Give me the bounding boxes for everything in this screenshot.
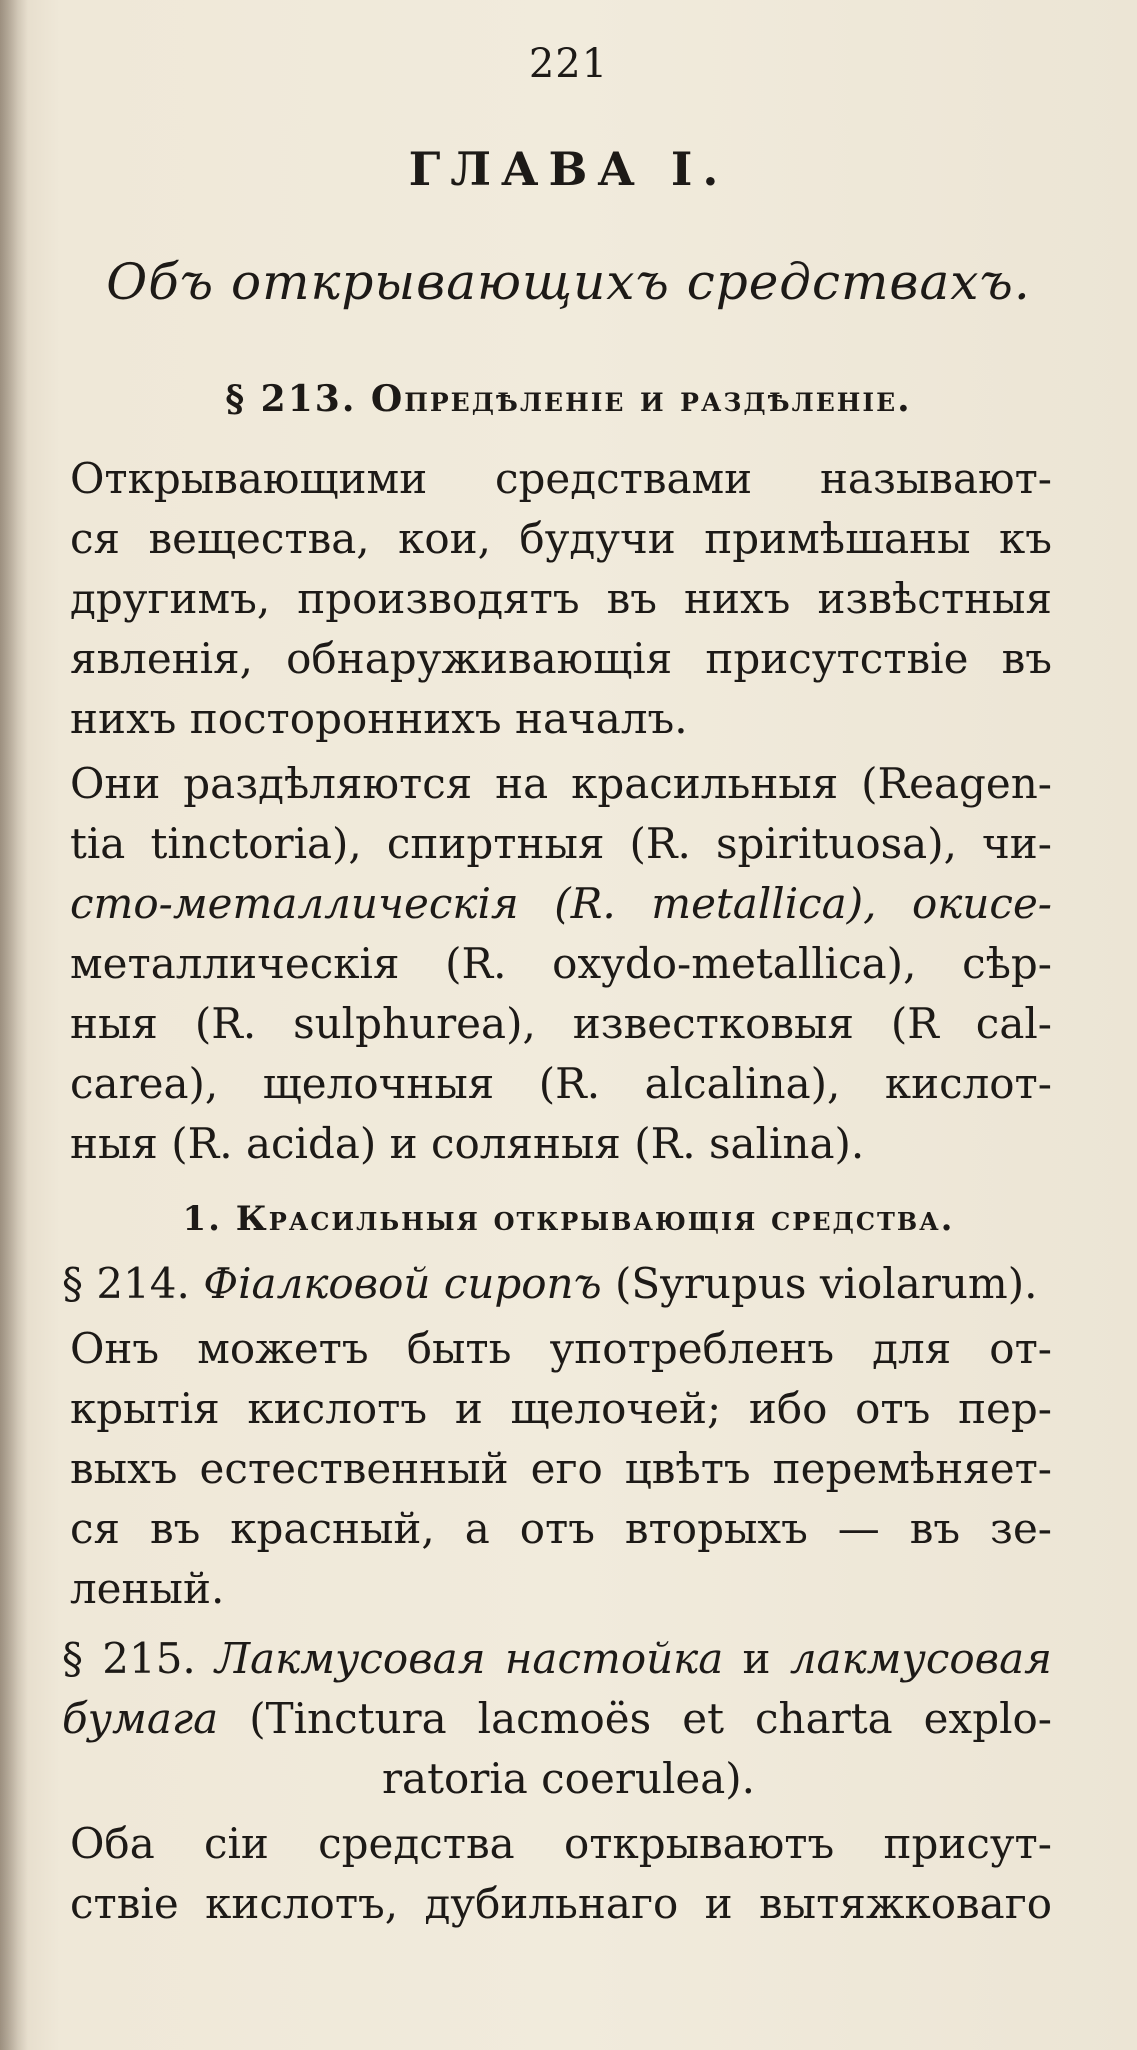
section-214-line-5: леный.: [70, 1564, 225, 1613]
section-215-latin-1: (Tinctura lacmoës et charta explo-: [249, 1694, 1052, 1743]
section-214-heading: [62, 1260, 1037, 1308]
section-213-p2-line-4: металлическія (R. oxydo-metallica), сѣр-: [70, 939, 1052, 988]
page-number: 221: [528, 41, 609, 87]
section-215-line-2: ствіе кислотъ, дубильнаго и вытяжковаго: [70, 1879, 1052, 1928]
section-213-p1-line-5: нихъ постороннихъ началъ.: [70, 694, 688, 743]
section-214-latin: (Syrupus violarum).: [614, 1259, 1038, 1308]
chapter-title: ГЛАВА I.: [408, 142, 729, 196]
section-213-p1-line-4: явленія, обнаруживающія присутствіе въ: [70, 634, 1052, 683]
section-214-title: Фіалковой сиропъ: [203, 1259, 602, 1308]
section-215-number: § 215.: [62, 1634, 196, 1683]
section-214-number: § 214.: [62, 1259, 190, 1308]
section-215-title-1: Лакмусовая настойка: [215, 1634, 724, 1683]
section-213-p2-line-2: tia tinctoria), спиртныя (R. spirituosa), чи-: [70, 819, 1052, 868]
section-213-p2-line-7: ныя (R. acida) и соляныя (R. salina).: [70, 1119, 865, 1168]
section-215-title-3: бумага: [62, 1694, 219, 1743]
section-215-line-1: Оба сіи средства открываютъ присут-: [70, 1819, 1052, 1868]
section-213-p2-line-1: Они раздѣляются на красильныя (Reagen-: [70, 759, 1052, 808]
chapter-subtitle: Объ открывающихъ средствахъ.: [106, 253, 1031, 311]
group-1-heading: 1. Красильныя открывающія средства.: [182, 1199, 955, 1239]
section-214-line-1: Онъ можетъ быть употребленъ для от-: [70, 1324, 1052, 1373]
section-213-p1-line-2: ся вещества, кои, будучи примѣшаны къ: [70, 514, 1052, 563]
section-215-heading-line-2: [62, 1695, 1052, 1743]
section-214-line-4: ся въ красный, а отъ вторыхъ — въ зе-: [70, 1504, 1052, 1553]
section-214-line-2: крытія кислотъ и щелочей; ибо отъ пер-: [70, 1384, 1052, 1433]
section-213-heading: § 213. Опредѣленіе и раздѣленіе.: [225, 378, 912, 420]
section-213-p2-line-6: carea), щелочныя (R. alcalina), кислот-: [70, 1059, 1052, 1108]
section-214-line-3: выхъ естественный его цвѣтъ перемѣняет-: [70, 1444, 1052, 1493]
section-213-p2-line-3: сто-металлическія (R. metallica), окисе-: [70, 879, 1052, 928]
spine-shadow: [0, 0, 28, 2050]
section-213-p1-line-1: Открывающими средствами называют-: [70, 454, 1052, 503]
section-215-latin-2: ratoria coerulea).: [381, 1754, 756, 1803]
section-215-and: и: [742, 1634, 771, 1683]
section-213-p1-line-3: другимъ, производятъ въ нихъ извѣстныя: [70, 574, 1052, 623]
section-213-p2-line-5: ныя (R. sulphurea), известковыя (R cal-: [70, 999, 1052, 1048]
section-215-heading-line-1: [62, 1635, 1052, 1683]
section-215-title-2: лакмусовая: [789, 1634, 1052, 1683]
